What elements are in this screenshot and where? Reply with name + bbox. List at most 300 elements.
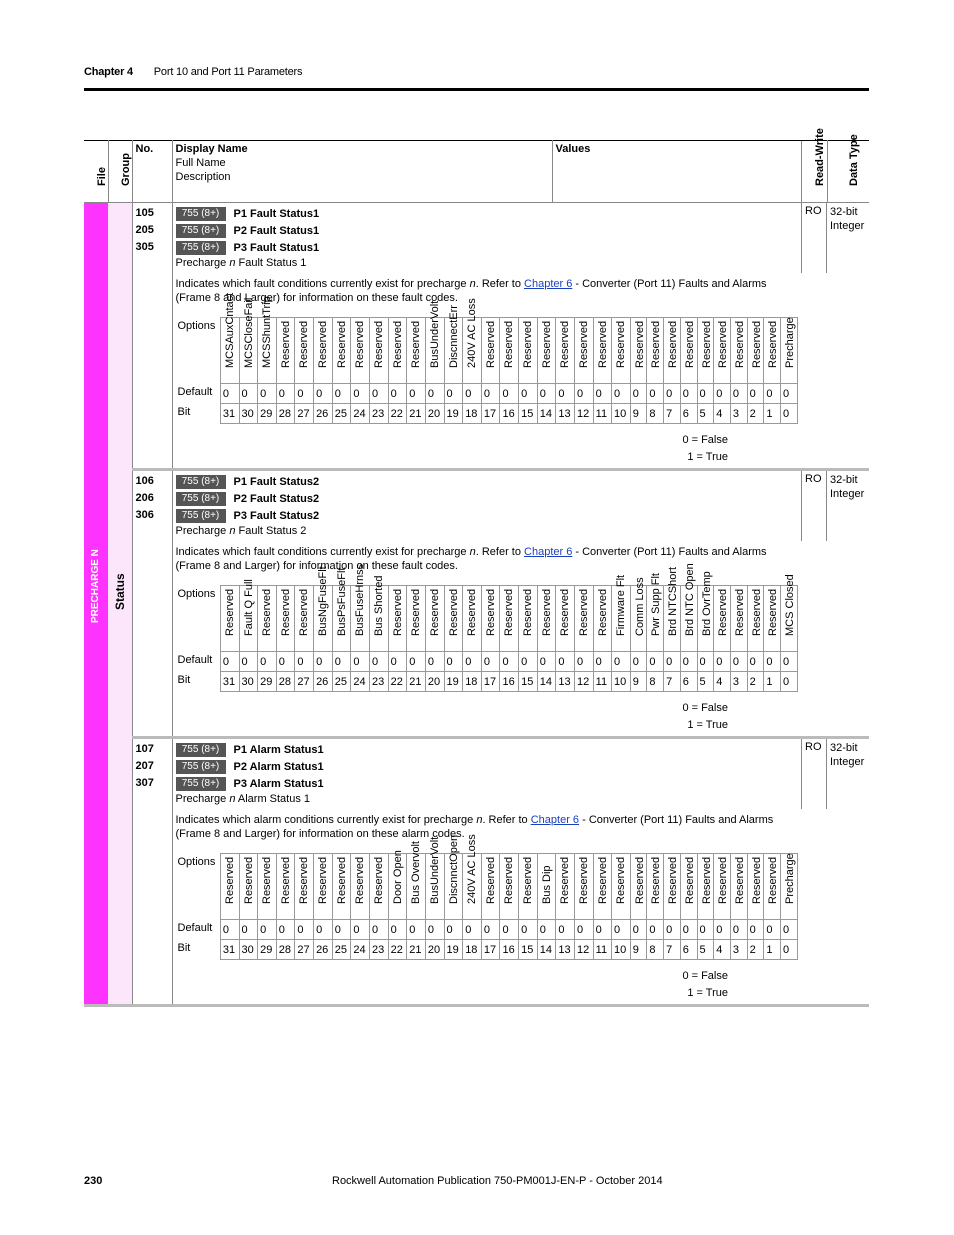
read-write-value: RO (801, 203, 827, 273)
default-value: 0 (295, 652, 314, 672)
default-value: 0 (463, 920, 482, 940)
default-value: 0 (680, 384, 697, 404)
option-cell (747, 318, 764, 384)
option-cell (593, 586, 611, 652)
bit-number: 2 (747, 672, 764, 692)
option-name: Reserved (335, 320, 348, 368)
option-name: BusPsFuseFlt (335, 567, 348, 636)
param-number: 205 (135, 224, 154, 236)
default-value: 0 (730, 920, 747, 940)
bit-number: 1 (764, 404, 781, 424)
option-cell (332, 567, 351, 652)
option-cell (680, 318, 697, 384)
option-cell (258, 854, 277, 920)
default-value: 0 (481, 652, 500, 672)
option-cell (730, 318, 747, 384)
bit-number: 24 (351, 404, 370, 424)
bit-number: 30 (239, 404, 258, 424)
bit-label: Bit (176, 940, 221, 960)
bit-number: 10 (612, 672, 631, 692)
option-name: Reserved (391, 588, 404, 636)
description: Indicates which fault conditions currently exist for precharge n. Refer to Chapter 6 - Converter (Port 11) Faults and Alarms (Frame 8 and Larger) for information on these fault codes. (175, 278, 767, 304)
option-cell (714, 586, 731, 652)
col-read-write: Read-Write (801, 141, 827, 203)
col-data-type: Data Type (827, 141, 869, 203)
option-name: BusFuseHrnss (354, 563, 367, 636)
option-cell (781, 318, 798, 384)
bit-number: 26 (314, 404, 333, 424)
options-label: Options (176, 318, 221, 384)
bit-number: 26 (314, 940, 333, 960)
bit-number: 29 (258, 404, 277, 424)
option-name: Reserved (372, 320, 385, 368)
default-value: 0 (276, 920, 295, 940)
option-name: MCSCloseFail (242, 297, 255, 368)
bit-number: 31 (220, 672, 239, 692)
option-cell (575, 586, 594, 652)
option-cell (239, 579, 258, 652)
param-numbers (132, 470, 172, 738)
display-name: P3 Alarm Status1 (233, 777, 324, 790)
option-cell (500, 586, 519, 652)
option-name: Reserved (447, 588, 460, 636)
option-name: Reserved (767, 588, 780, 636)
default-value: 0 (781, 920, 798, 940)
bit-label: Bit (176, 672, 221, 692)
default-value: 0 (714, 920, 731, 940)
option-name: Reserved (683, 320, 696, 368)
option-name: Reserved (484, 320, 497, 368)
default-value: 0 (612, 652, 631, 672)
option-name: Reserved (540, 320, 553, 368)
option-cell (556, 586, 575, 652)
option-name: Reserved (700, 856, 713, 904)
option-name: Reserved (298, 856, 311, 904)
product-badge: 755 (8+) (176, 777, 226, 791)
option-cell (593, 854, 611, 920)
option-name: Fault Q Full (242, 579, 255, 636)
option-name: Reserved (559, 856, 572, 904)
page-header (84, 66, 302, 78)
option-name: Reserved (391, 320, 404, 368)
option-name: Reserved (559, 320, 572, 368)
default-value: 0 (680, 920, 697, 940)
option-name: Reserved (484, 856, 497, 904)
option-cell (747, 586, 764, 652)
option-name: Reserved (354, 320, 367, 368)
option-cell (239, 854, 258, 920)
default-value: 0 (444, 920, 463, 940)
default-value: 0 (714, 384, 731, 404)
option-name: Reserved (578, 320, 591, 368)
default-value: 0 (220, 920, 239, 940)
param-attributes (801, 738, 869, 1006)
bit-label: Bit (176, 404, 221, 424)
default-value: 0 (714, 652, 731, 672)
bit-number: 30 (239, 672, 258, 692)
full-name: Precharge n Fault Status 2 (175, 525, 307, 537)
option-cell (220, 586, 239, 652)
bit-number: 6 (680, 940, 697, 960)
read-write-value: RO (801, 471, 827, 541)
option-cell (697, 318, 714, 384)
default-label: Default (176, 920, 221, 940)
option-name: Bus Dip (540, 865, 553, 904)
option-name: Reserved (767, 856, 780, 904)
default-value: 0 (647, 652, 664, 672)
option-cell (388, 318, 407, 384)
bit-number: 7 (664, 672, 681, 692)
option-name: DiscnnctOpen (447, 834, 460, 904)
product-badge: 755 (8+) (176, 207, 226, 221)
bit-number: 15 (519, 940, 538, 960)
param-number: 105 (135, 207, 154, 219)
bit-number: 11 (593, 672, 611, 692)
bit-number: 28 (276, 672, 295, 692)
option-name: Brd NTCShort (667, 566, 680, 636)
bit-number: 21 (407, 672, 426, 692)
default-value: 0 (575, 920, 594, 940)
option-cell (500, 318, 519, 384)
option-cell (425, 586, 444, 652)
option-cell (258, 296, 277, 384)
option-cell (481, 318, 500, 384)
default-value: 0 (351, 652, 370, 672)
bit-number: 9 (630, 404, 647, 424)
param-details (172, 470, 801, 738)
default-value: 0 (239, 652, 258, 672)
bit-number: 12 (575, 404, 594, 424)
bit-number: 4 (714, 404, 731, 424)
option-name: Reserved (559, 588, 572, 636)
option-cell (425, 836, 444, 920)
default-value: 0 (425, 652, 444, 672)
option-cell (764, 854, 781, 920)
option-cell (314, 566, 333, 652)
option-name: Reserved (767, 320, 780, 368)
chapter-link[interactable]: Chapter 6 (530, 814, 580, 826)
bit-number: 10 (612, 404, 631, 424)
option-name: Reserved (279, 320, 292, 368)
option-cell (332, 318, 351, 384)
option-name: Reserved (242, 856, 255, 904)
option-name: Brd NTC Open (683, 563, 696, 636)
chapter-link[interactable]: Chapter 6 (524, 546, 573, 558)
bit-number: 16 (500, 940, 519, 960)
bit-number: 0 (781, 940, 798, 960)
default-value: 0 (500, 652, 519, 672)
default-label: Default (176, 652, 221, 672)
option-name: Reserved (484, 588, 497, 636)
default-value: 0 (556, 384, 575, 404)
default-value: 0 (314, 384, 333, 404)
chapter-label: Chapter 4 (84, 66, 133, 78)
default-value: 0 (593, 384, 611, 404)
bit-number: 28 (276, 940, 295, 960)
default-value: 0 (781, 652, 798, 672)
option-cell (388, 586, 407, 652)
bit-number: 19 (444, 940, 463, 960)
bit-number: 18 (463, 940, 482, 960)
bit-number: 26 (314, 672, 333, 692)
description: Indicates which alarm conditions currently exist for precharge n. Refer to Chapter 6 - Converter (Port 11) Faults and Alarms (Frame 8 and Larger) for information on these alarm codes. (175, 814, 774, 840)
bit-number: 23 (369, 404, 388, 424)
bit-number: 27 (295, 940, 314, 960)
default-value: 0 (258, 652, 277, 672)
option-cell (612, 574, 631, 652)
bit-number: 12 (575, 940, 594, 960)
default-value: 0 (332, 920, 351, 940)
option-cell (537, 854, 556, 920)
param-number: 107 (135, 743, 154, 755)
bit-number: 11 (593, 940, 611, 960)
default-value: 0 (425, 384, 444, 404)
option-name: Reserved (650, 856, 663, 904)
option-cell (369, 854, 388, 920)
bit-number: 5 (697, 672, 714, 692)
option-name: Reserved (633, 856, 646, 904)
default-value: 0 (444, 384, 463, 404)
option-cell (463, 298, 482, 384)
default-value: 0 (575, 652, 594, 672)
bit-number: 22 (388, 672, 407, 692)
option-name: Reserved (261, 588, 274, 636)
default-value: 0 (537, 384, 556, 404)
option-cell (537, 318, 556, 384)
bit-number: 16 (500, 672, 519, 692)
bit-number: 13 (556, 672, 575, 692)
bit-number: 4 (714, 940, 731, 960)
bit-number: 24 (351, 940, 370, 960)
option-cell (463, 586, 482, 652)
bit-number: 8 (647, 672, 664, 692)
default-value: 0 (612, 384, 631, 404)
option-cell (276, 586, 295, 652)
option-cell (407, 841, 426, 920)
option-cell (314, 854, 333, 920)
default-value: 0 (781, 384, 798, 404)
bit-number: 30 (239, 940, 258, 960)
option-name: Reserved (700, 320, 713, 368)
option-cell (630, 854, 647, 920)
read-write-value: RO (801, 739, 827, 809)
option-cell (220, 292, 239, 384)
option-cell (276, 318, 295, 384)
chapter-link[interactable]: Chapter 6 (524, 278, 573, 290)
bit-number: 20 (425, 404, 444, 424)
option-name: Reserved (578, 856, 591, 904)
option-cell (612, 854, 631, 920)
default-value: 0 (407, 384, 426, 404)
option-cell (351, 854, 370, 920)
option-name: Reserved (261, 856, 274, 904)
option-name: Reserved (596, 588, 609, 636)
option-name: Reserved (317, 856, 330, 904)
default-value: 0 (463, 652, 482, 672)
product-badge: 755 (8+) (176, 492, 226, 506)
display-name: P3 Fault Status1 (233, 241, 320, 254)
param-attributes (801, 203, 869, 470)
option-name: Reserved (223, 588, 236, 636)
product-badge: 755 (8+) (176, 760, 226, 774)
default-value: 0 (276, 652, 295, 672)
option-name: 240V AC Loss (466, 834, 479, 904)
bit-number: 18 (463, 672, 482, 692)
bit-number: 16 (500, 404, 519, 424)
bit-number: 4 (714, 672, 731, 692)
param-details (172, 203, 801, 470)
page-number: 230 (84, 1175, 103, 1187)
option-cell (647, 318, 664, 384)
option-cell (519, 586, 538, 652)
option-cell (425, 300, 444, 384)
option-cell (351, 318, 370, 384)
default-value: 0 (369, 920, 388, 940)
default-label: Default (176, 384, 221, 404)
default-value: 0 (612, 920, 631, 940)
default-value: 0 (351, 384, 370, 404)
option-cell (730, 854, 747, 920)
display-name: P1 Fault Status1 (233, 207, 320, 220)
option-cell (612, 318, 631, 384)
option-name: Reserved (298, 588, 311, 636)
bit-number: 15 (519, 672, 538, 692)
option-cell (647, 854, 664, 920)
option-name: Reserved (522, 320, 535, 368)
option-cell (351, 563, 370, 652)
data-type-value: 32-bit Integer (830, 742, 865, 768)
option-cell (314, 318, 333, 384)
parameter-row (84, 738, 869, 1006)
option-cell (680, 563, 697, 652)
bit-number: 20 (425, 672, 444, 692)
publication-info: Rockwell Automation Publication 750-PM001J-EN-P - October 2014 (332, 1175, 663, 1187)
bit-table (176, 563, 799, 692)
option-cell (500, 854, 519, 920)
parameter-row (84, 203, 869, 470)
option-name: Reserved (503, 320, 516, 368)
option-name: Reserved (466, 588, 479, 636)
option-name: Reserved (522, 856, 535, 904)
option-name: Reserved (650, 320, 663, 368)
option-cell (556, 318, 575, 384)
option-cell (630, 318, 647, 384)
bit-number: 7 (664, 940, 681, 960)
option-cell (664, 854, 681, 920)
bit-number: 14 (537, 672, 556, 692)
option-cell (388, 850, 407, 920)
bit-legend: 0 = False 1 = True (682, 434, 728, 463)
option-cell (714, 318, 731, 384)
data-type-value: 32-bit Integer (830, 206, 865, 232)
bit-number: 11 (593, 404, 611, 424)
bit-number: 29 (258, 940, 277, 960)
option-name: Reserved (667, 320, 680, 368)
file-label: PRECHARGE N (90, 549, 101, 623)
bit-number: 25 (332, 672, 351, 692)
option-cell (781, 574, 798, 652)
option-name: MCSShuntTrip (261, 296, 274, 368)
option-cell (369, 318, 388, 384)
param-number: 206 (135, 492, 154, 504)
option-name: Precharge (784, 317, 797, 368)
default-value: 0 (593, 920, 611, 940)
bit-number: 2 (747, 404, 764, 424)
default-value: 0 (276, 384, 295, 404)
option-cell (258, 586, 277, 652)
col-group: Group (108, 141, 132, 203)
default-value: 0 (332, 384, 351, 404)
default-value: 0 (481, 384, 500, 404)
col-file: File (84, 141, 108, 203)
bit-table (176, 292, 799, 424)
bit-number: 8 (647, 940, 664, 960)
option-name: Precharge (784, 853, 797, 904)
option-cell (407, 318, 426, 384)
default-value: 0 (630, 920, 647, 940)
default-value: 0 (537, 652, 556, 672)
option-cell (444, 834, 463, 920)
option-name: DiscnnectErr (447, 305, 460, 368)
option-cell (630, 577, 647, 652)
default-value: 0 (764, 652, 781, 672)
default-value: 0 (630, 652, 647, 672)
col-values: Values (552, 141, 801, 203)
option-cell (537, 586, 556, 652)
option-name: Reserved (750, 588, 763, 636)
bit-number: 23 (369, 672, 388, 692)
bit-number: 10 (612, 940, 631, 960)
display-name: P1 Alarm Status1 (233, 743, 324, 756)
default-value: 0 (295, 384, 314, 404)
option-name: Reserved (503, 588, 516, 636)
option-name: Reserved (750, 320, 763, 368)
default-value: 0 (593, 652, 611, 672)
bit-number: 3 (730, 940, 747, 960)
default-value: 0 (764, 920, 781, 940)
option-cell (295, 586, 314, 652)
bit-number: 13 (556, 940, 575, 960)
option-name: Reserved (733, 320, 746, 368)
default-value: 0 (239, 384, 258, 404)
options-label: Options (176, 854, 221, 920)
option-name: Reserved (615, 320, 628, 368)
option-cell (556, 854, 575, 920)
option-cell (369, 575, 388, 652)
default-value: 0 (407, 920, 426, 940)
bit-number: 14 (537, 404, 556, 424)
option-name: Reserved (578, 588, 591, 636)
product-badge: 755 (8+) (176, 509, 226, 523)
option-cell (714, 854, 731, 920)
default-value: 0 (747, 652, 764, 672)
option-name: Reserved (596, 320, 609, 368)
option-cell (463, 834, 482, 920)
description: Indicates which fault conditions currently exist for precharge n. Refer to Chapter 6 - Converter (Port 11) Faults and Alarms (Frame 8 and Larger) for information on these fault codes. (175, 546, 767, 572)
option-name: Reserved (615, 856, 628, 904)
option-cell (764, 586, 781, 652)
option-cell (444, 305, 463, 384)
bit-number: 3 (730, 672, 747, 692)
bit-number: 22 (388, 404, 407, 424)
option-name: BusNgFuseFlt (317, 566, 330, 636)
data-type-value: 32-bit Integer (830, 474, 865, 500)
option-name: Reserved (335, 856, 348, 904)
default-value: 0 (519, 384, 538, 404)
display-name: P2 Alarm Status1 (233, 760, 324, 773)
option-cell (697, 571, 714, 652)
default-value: 0 (664, 652, 681, 672)
